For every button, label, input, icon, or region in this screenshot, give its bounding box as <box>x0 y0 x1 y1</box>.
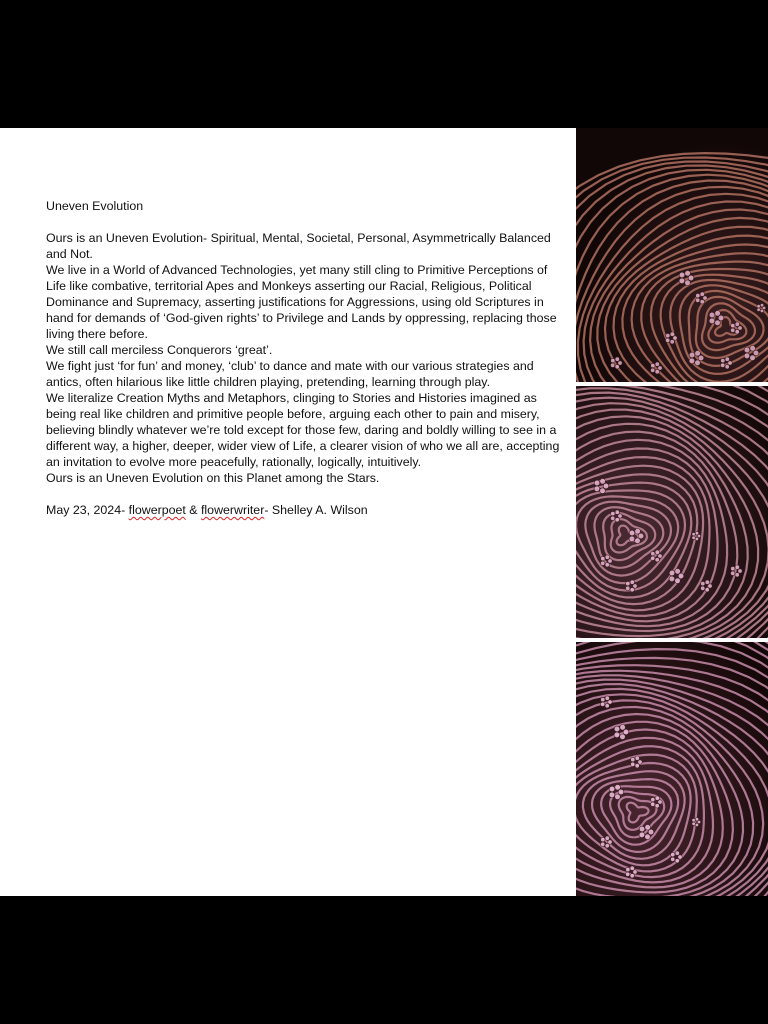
fractal-bud <box>715 320 721 326</box>
fractal-bud <box>651 368 655 372</box>
fractal-bud <box>631 757 635 761</box>
fractal-bud <box>760 304 763 307</box>
poem-text <box>46 198 562 518</box>
fractal-bud <box>638 760 642 764</box>
fractal-bud <box>651 797 655 801</box>
fractal-bud <box>696 298 700 302</box>
fractal-bud <box>626 581 630 585</box>
fractal-bud <box>679 278 685 284</box>
signature-name-1: flowerpoet <box>128 503 186 517</box>
fractal-bud <box>601 837 605 841</box>
fractal-bud <box>615 785 621 791</box>
fractal-bud <box>608 559 612 563</box>
fractal-bud <box>605 696 609 700</box>
fractal-bud <box>651 551 655 555</box>
poem-line-5: We literalize Creation Myths and Metaphors, clinging to Stories and Histories imagined as being real like children and primitive people before, arguing each other to pain and misery, believing blindly whatever we’re told except for those few, daring and boldly willing to see in a different way, a higher, deeper, wider view of Life, a clearer vision of who we all are, accepting an invitation to evolve more peacefully, rationally, logically, intuitively. <box>46 391 560 469</box>
fractal-bud <box>731 571 735 575</box>
fractal-bud <box>614 726 620 732</box>
fractal-bud <box>600 488 606 494</box>
fractal-bud <box>685 271 691 277</box>
poem-line-6: Ours is an Uneven Evolution on this Planet among the Stars. <box>46 471 380 485</box>
fractal-image-middle <box>576 386 768 638</box>
fractal-bud <box>673 336 677 340</box>
poem-line-1: Ours is an Uneven Evolution- Spiritual, Mental, Societal, Personal, Asymmetrically Balanced and Not. <box>46 231 551 261</box>
fractal-bud <box>631 762 635 766</box>
fractal-bud <box>651 363 655 367</box>
fractal-bud <box>685 280 691 286</box>
fractal-bud <box>728 361 732 365</box>
fractal-bud <box>611 358 615 362</box>
fractal-bud <box>671 857 675 861</box>
fractal-bud <box>701 586 705 590</box>
fractal-bud <box>620 734 626 740</box>
fractal-art-top <box>576 128 768 382</box>
fractal-bud <box>639 832 645 838</box>
fractal-bud <box>594 486 600 492</box>
fractal-bud <box>760 309 763 312</box>
fractal-bud <box>655 558 659 562</box>
fractal-bud <box>671 852 675 856</box>
fractal-bud <box>731 323 735 327</box>
fractal-bud <box>692 536 695 539</box>
fractal-bud <box>721 358 725 362</box>
fractal-bud <box>744 353 750 359</box>
fractal-bud <box>705 588 709 592</box>
fractal-bud <box>750 355 756 361</box>
fractal-bud <box>689 358 695 364</box>
fractal-bud <box>609 792 615 798</box>
fractal-bud <box>651 802 655 806</box>
fractal-bud <box>695 360 701 366</box>
fractal-bud <box>725 357 729 361</box>
fractal-art-bottom <box>576 642 768 896</box>
fractal-bud <box>630 580 634 584</box>
fractal-bud <box>721 363 725 367</box>
fractal-bud <box>620 725 626 731</box>
fractal-bud <box>738 569 742 573</box>
fractal-bud <box>618 361 622 365</box>
poem-title: Uneven Evolution <box>46 199 144 213</box>
fractal-bud <box>675 851 679 855</box>
fractal-bud <box>735 330 739 334</box>
fractal-image-bottom <box>576 642 768 896</box>
fractal-bud <box>609 786 615 792</box>
fractal-bud <box>692 533 695 536</box>
fractal-bud <box>629 536 635 542</box>
fractal-bud <box>695 537 698 540</box>
fractal-bud <box>735 573 739 577</box>
fractal-bud <box>626 867 630 871</box>
fractal-bud <box>738 326 742 330</box>
poem-line-3: We still call merciless Conquerors ‘great’. <box>46 343 273 357</box>
fractal-bud <box>601 842 605 846</box>
fractal-bud <box>678 855 682 859</box>
fractal-bud <box>695 823 698 826</box>
fractal-bud <box>594 480 600 486</box>
fractal-bud <box>655 804 659 808</box>
fractal-bud <box>630 874 634 878</box>
fractal-bud <box>611 363 615 367</box>
fractal-bud <box>635 756 639 760</box>
fractal-bud <box>725 365 729 369</box>
fractal-bud <box>675 569 681 575</box>
poem-line-2: We live in a World of Advanced Technologies, yet many still cling to Primitive Perceptions of Life like combative, territorial Apes and Monkeys asserting our Racial, Religious, Political Dominance and Supremacy, asserting justifications for Aggressions, using old Scriptures in hand for demands of ‘God-given rights’ to Privilege and Lands by oppressing, replacing those living there before. <box>46 263 557 341</box>
signature-name-2: flowerwriter <box>200 503 265 517</box>
fractal-bud <box>658 366 662 370</box>
fractal-bud <box>618 514 622 518</box>
fractal-bud <box>735 565 739 569</box>
fractal-bud <box>709 318 715 324</box>
fractal-bud <box>615 365 619 369</box>
fractal-bud <box>600 479 606 485</box>
fractal-bud <box>615 518 619 522</box>
fractal-bud <box>708 584 712 588</box>
fractal-bud <box>635 764 639 768</box>
fractal-image-top <box>576 128 768 382</box>
fractal-bud <box>601 702 605 706</box>
fractal-bud <box>692 822 695 825</box>
fractal-bud <box>757 305 760 308</box>
fractal-bud <box>692 819 695 822</box>
fractal-bud <box>611 511 615 515</box>
fractal-bud <box>715 311 721 317</box>
fractal-bud <box>635 529 641 535</box>
fractal-art-middle <box>576 386 768 638</box>
fractal-bud <box>689 352 695 358</box>
fractal-bud <box>669 570 675 576</box>
fractal-bud <box>601 561 605 565</box>
artwork-column <box>576 128 768 896</box>
fractal-bud <box>731 566 735 570</box>
fractal-bud <box>605 836 609 840</box>
fractal-bud <box>709 312 715 318</box>
fractal-bud <box>666 333 670 337</box>
fractal-bud <box>645 834 651 840</box>
fractal-bud <box>705 580 709 584</box>
fractal-bud <box>670 332 674 336</box>
signature-author: - Shelley A. Wilson <box>264 503 368 517</box>
fractal-bud <box>658 800 662 804</box>
fractal-bud <box>608 700 612 704</box>
signature-date: May 23, 2024- <box>46 503 129 517</box>
fractal-bud <box>601 697 605 701</box>
signature-line <box>46 502 562 518</box>
fractal-bud <box>670 340 674 344</box>
fractal-bud <box>695 351 701 357</box>
fractal-bud <box>679 272 685 278</box>
fractal-bud <box>611 516 615 520</box>
fractal-bud <box>655 362 659 366</box>
fractal-bud <box>696 293 700 297</box>
fractal-bud <box>630 588 634 592</box>
fractal-bud <box>703 296 707 300</box>
fractal-bud <box>666 338 670 342</box>
fractal-bud <box>615 357 619 361</box>
fractal-bud <box>701 581 705 585</box>
fractal-bud <box>639 826 645 832</box>
fractal-bud <box>757 308 760 311</box>
fractal-bud <box>601 556 605 560</box>
fractal-bud <box>735 322 739 326</box>
fractal-bud <box>655 370 659 374</box>
fractal-bud <box>700 300 704 304</box>
fractal-bud <box>655 550 659 554</box>
fractal-bud <box>731 328 735 332</box>
poem-line-4: We fight just ‘for fun’ and money, ‘club’ to dance and mate with our various strategies and antics, often hilarious like little children playing, pretending, learning through play. <box>46 359 534 389</box>
fractal-bud <box>695 818 698 821</box>
fractal-bud <box>658 554 662 558</box>
fractal-bud <box>655 796 659 800</box>
fractal-bud <box>675 578 681 584</box>
fractal-bud <box>629 530 635 536</box>
fractal-bud <box>614 732 620 738</box>
signature-amp: & <box>185 503 201 517</box>
fractal-bud <box>635 538 641 544</box>
fractal-bud <box>633 584 637 588</box>
document-page <box>0 128 576 896</box>
fractal-bud <box>608 840 612 844</box>
fractal-bud <box>605 555 609 559</box>
fractal-bud <box>605 704 609 708</box>
fractal-bud <box>669 576 675 582</box>
fractal-bud <box>605 844 609 848</box>
fractal-bud <box>744 347 750 353</box>
fractal-bud <box>615 794 621 800</box>
fractal-bud <box>605 563 609 567</box>
fractal-bud <box>630 866 634 870</box>
fractal-bud <box>695 532 698 535</box>
fractal-bud <box>700 292 704 296</box>
fractal-bud <box>626 586 630 590</box>
fractal-bud <box>651 556 655 560</box>
fractal-bud <box>615 510 619 514</box>
fractal-bud <box>675 859 679 863</box>
fractal-bud <box>633 870 637 874</box>
fractal-bud <box>626 872 630 876</box>
fractal-bud <box>645 825 651 831</box>
fractal-bud <box>750 346 756 352</box>
